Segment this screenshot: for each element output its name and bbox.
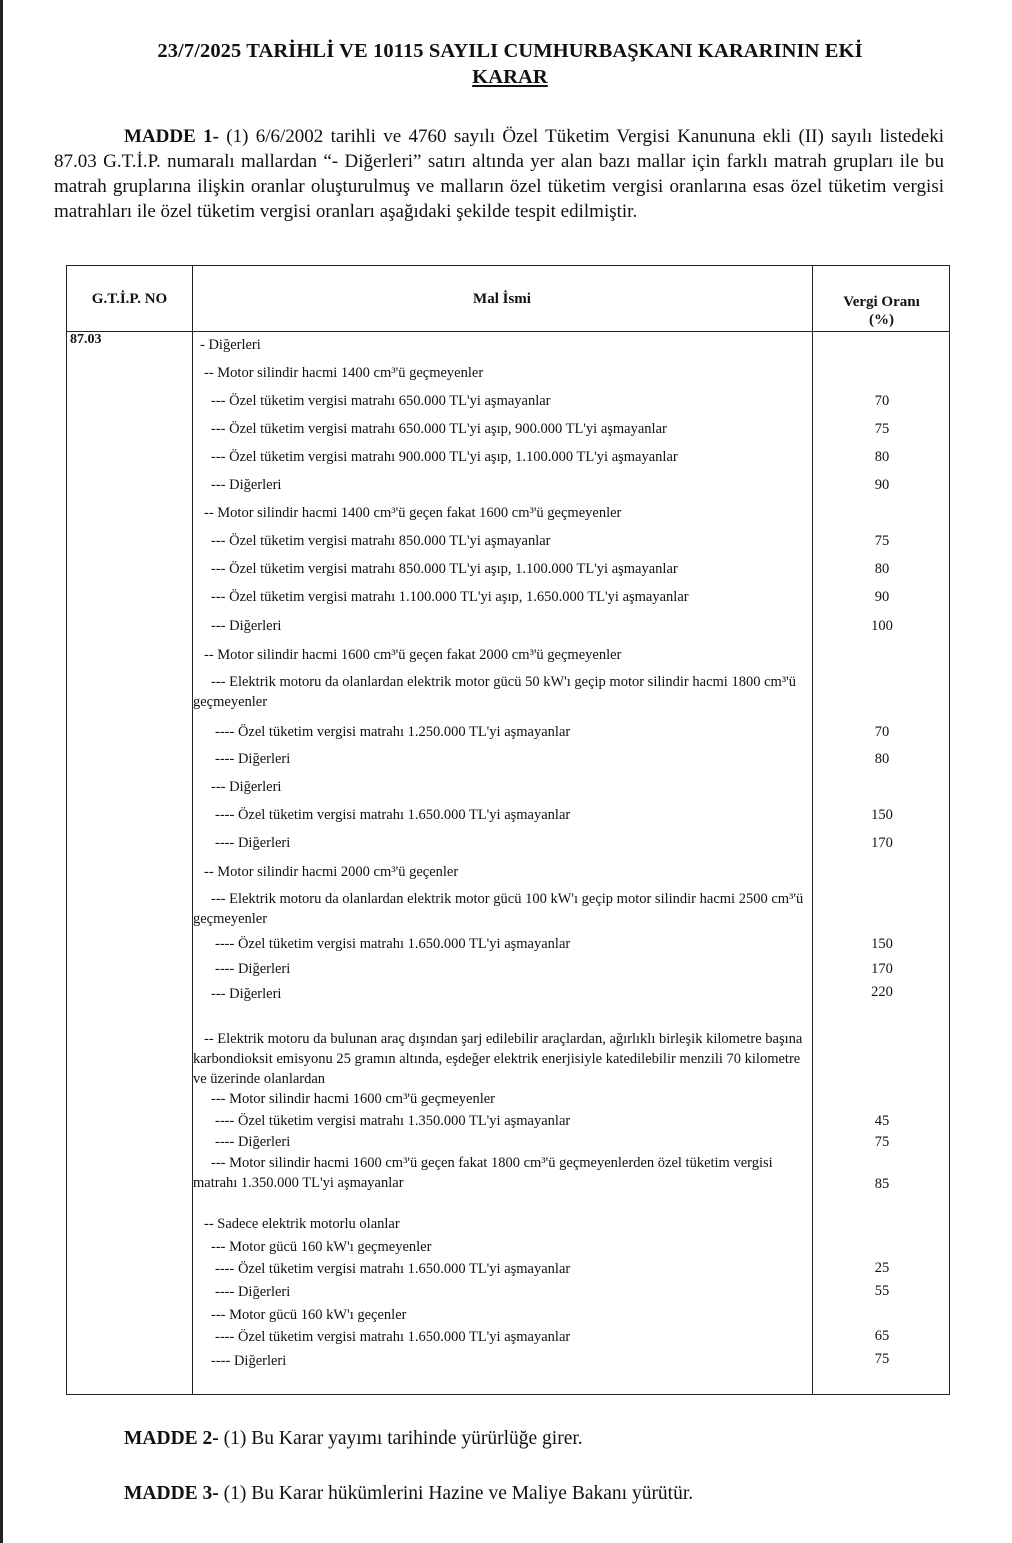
article-3-label: MADDE 3-	[124, 1483, 219, 1504]
article-3-paragraph	[124, 1483, 693, 1505]
table-row: --- Motor gücü 160 kW'ı geçenler	[211, 1307, 407, 1323]
rate-value: 90	[874, 477, 890, 493]
table-row: ---- Diğerleri	[215, 961, 291, 977]
table-row: ---- Özel tüketim vergisi matrahı 1.650.000 TL'yi aşmayanlar	[215, 1261, 571, 1277]
header-goods-name: Mal İsmi	[473, 291, 531, 307]
article-1-label: MADDE 1-	[124, 126, 219, 147]
table-row: ---- Diğerleri	[215, 835, 291, 851]
header-tax-rate	[812, 293, 951, 329]
table-row: --- Özel tüketim vergisi matrahı 650.000 TL'yi aşmayanlar	[211, 393, 551, 409]
article-2-text: (1) Bu Karar yayımı tarihinde yürürlüğe girer.	[218, 1428, 583, 1449]
rate-value: 45	[874, 1113, 890, 1129]
table-row: ---- Özel tüketim vergisi matrahı 1.350.000 TL'yi aşmayanlar	[215, 1113, 571, 1129]
table-row: -- Motor silindir hacmi 1400 cm³'ü geçmeyenler	[204, 365, 484, 381]
rate-value: 80	[874, 449, 890, 465]
document-title	[60, 38, 960, 90]
table-row: ---- Diğerleri	[211, 1353, 287, 1369]
table-row: --- Diğerleri	[211, 779, 282, 795]
rate-value: 75	[874, 1351, 890, 1367]
rate-value: 65	[874, 1328, 890, 1344]
table-row: -- Motor silindir hacmi 1400 cm³'ü geçen fakat 1600 cm³'ü geçmeyenler	[204, 505, 622, 521]
rate-value: 100	[871, 618, 893, 634]
table-row: ---- Diğerleri	[215, 1134, 291, 1150]
table-row: -- Motor silindir hacmi 2000 cm³'ü geçenler	[204, 864, 459, 880]
header-tax-rate-line-2: (%)	[869, 312, 894, 328]
page-left-edge	[0, 0, 3, 1543]
rate-value: 150	[871, 936, 893, 952]
table-row: --- Diğerleri	[211, 477, 282, 493]
article-2-paragraph	[124, 1428, 583, 1450]
table-row: ---- Özel tüketim vergisi matrahı 1.250.000 TL'yi aşmayanlar	[215, 724, 571, 740]
table-row: -- Sadece elektrik motorlu olanlar	[204, 1216, 400, 1232]
table-row: --- Elektrik motoru da olanlardan elektrik motor gücü 100 kW'ı geçip motor silindir hacmi 2500 cm³'ü geçmeyenler	[193, 891, 804, 927]
rate-value: 75	[874, 533, 890, 549]
table-row: --- Özel tüketim vergisi matrahı 850.000 TL'yi aşmayanlar	[211, 533, 551, 549]
table-row: ---- Diğerleri	[215, 1284, 291, 1300]
rate-value: 170	[871, 835, 893, 851]
header-gtip: G.T.İ.P. NO	[91, 291, 168, 307]
table-row: --- Özel tüketim vergisi matrahı 1.100.000 TL'yi aşıp, 1.650.000 TL'yi aşmayanlar	[211, 589, 689, 605]
table-row: -- Motor silindir hacmi 1600 cm³'ü geçen fakat 2000 cm³'ü geçmeyenler	[204, 647, 622, 663]
table-row: --- Özel tüketim vergisi matrahı 900.000 TL'yi aşıp, 1.100.000 TL'yi aşmayanlar	[211, 449, 678, 465]
article-3-text: (1) Bu Karar hükümlerini Hazine ve Maliye Bakanı yürütür.	[218, 1483, 694, 1504]
table-row: - Diğerleri	[200, 337, 261, 353]
rate-value: 170	[871, 961, 893, 977]
rate-value: 90	[874, 589, 890, 605]
table-row: --- Motor silindir hacmi 1600 cm³'ü geçmeyenler	[211, 1091, 495, 1107]
rate-value: 55	[874, 1283, 890, 1299]
header-divider	[67, 331, 949, 332]
title-line-2: KARAR	[472, 66, 548, 88]
table-row: --- Özel tüketim vergisi matrahı 650.000 TL'yi aşıp, 900.000 TL'yi aşmayanlar	[211, 421, 667, 437]
rate-value: 70	[874, 724, 890, 740]
table-row: --- Diğerleri	[211, 618, 282, 634]
rate-value: 80	[874, 751, 890, 767]
gtip-code: 87.03	[70, 332, 102, 347]
rate-value: 75	[874, 1134, 890, 1150]
table-row: ---- Özel tüketim vergisi matrahı 1.650.000 TL'yi aşmayanlar	[215, 936, 571, 952]
table-row: --- Diğerleri	[211, 986, 282, 1002]
article-1-paragraph	[54, 124, 944, 224]
table-row: --- Motor gücü 160 kW'ı geçmeyenler	[211, 1239, 432, 1255]
title-line-1: 23/7/2025 TARİHLİ VE 10115 SAYILI CUMHURBAŞKANI KARARININ EKİ	[157, 40, 863, 62]
article-2-label: MADDE 2-	[124, 1428, 219, 1449]
rate-value: 85	[874, 1176, 890, 1192]
rate-value: 70	[874, 393, 890, 409]
rate-value: 220	[871, 984, 893, 1000]
table-row: ---- Diğerleri	[215, 751, 291, 767]
table-row: --- Elektrik motoru da olanlardan elektrik motor gücü 50 kW'ı geçip motor silindir hacmi 1800 cm³'ü geçmeyenler	[193, 674, 796, 710]
rate-value: 80	[874, 561, 890, 577]
table-row: ---- Özel tüketim vergisi matrahı 1.650.000 TL'yi aşmayanlar	[215, 807, 571, 823]
table-row: --- Motor silindir hacmi 1600 cm³'ü geçen fakat 1800 cm³'ü geçmeyenlerden özel tüketim vergisi matrahı 1.350.000 TL'yi aşmayanlar	[193, 1155, 773, 1191]
tax-rate-table	[66, 265, 950, 1395]
table-row: --- Özel tüketim vergisi matrahı 850.000 TL'yi aşıp, 1.100.000 TL'yi aşmayanlar	[211, 561, 678, 577]
rate-value: 25	[874, 1260, 890, 1276]
table-row: ---- Özel tüketim vergisi matrahı 1.650.000 TL'yi aşmayanlar	[215, 1329, 571, 1345]
rate-value: 150	[871, 807, 893, 823]
article-1-text: (1) 6/6/2002 tarihli ve 4760 sayılı Özel Tüketim Vergisi Kanununa ekli (II) sayılı listedeki 87.03 G.T.İ.P. numaralı mallardan “- Diğerleri” satırı altında yer alan bazı mallar için farklı matrah grupları ile bu matrah gruplarına ilişkin oranlar oluşturulmuş ve malların özel tüketim vergisi oranlarına esas özel tüketim vergisi matrahları ile özel tüketim vergisi oranları aşağıdaki şekilde tespit edilmiştir.	[54, 126, 944, 222]
table-row: -- Elektrik motoru da bulunan araç dışından şarj edilebilir araçlardan, ağırlıklı birleşik kilometre başına karbondioksit emisyonu 25 gramın altında, eşdeğer elektrik enerjisiyle katedilebilir menzili 70 kilometre ve üzerinde olanlardan	[193, 1031, 803, 1087]
rate-value: 75	[874, 421, 890, 437]
header-tax-rate-line-1: Vergi Oranı	[843, 294, 920, 310]
